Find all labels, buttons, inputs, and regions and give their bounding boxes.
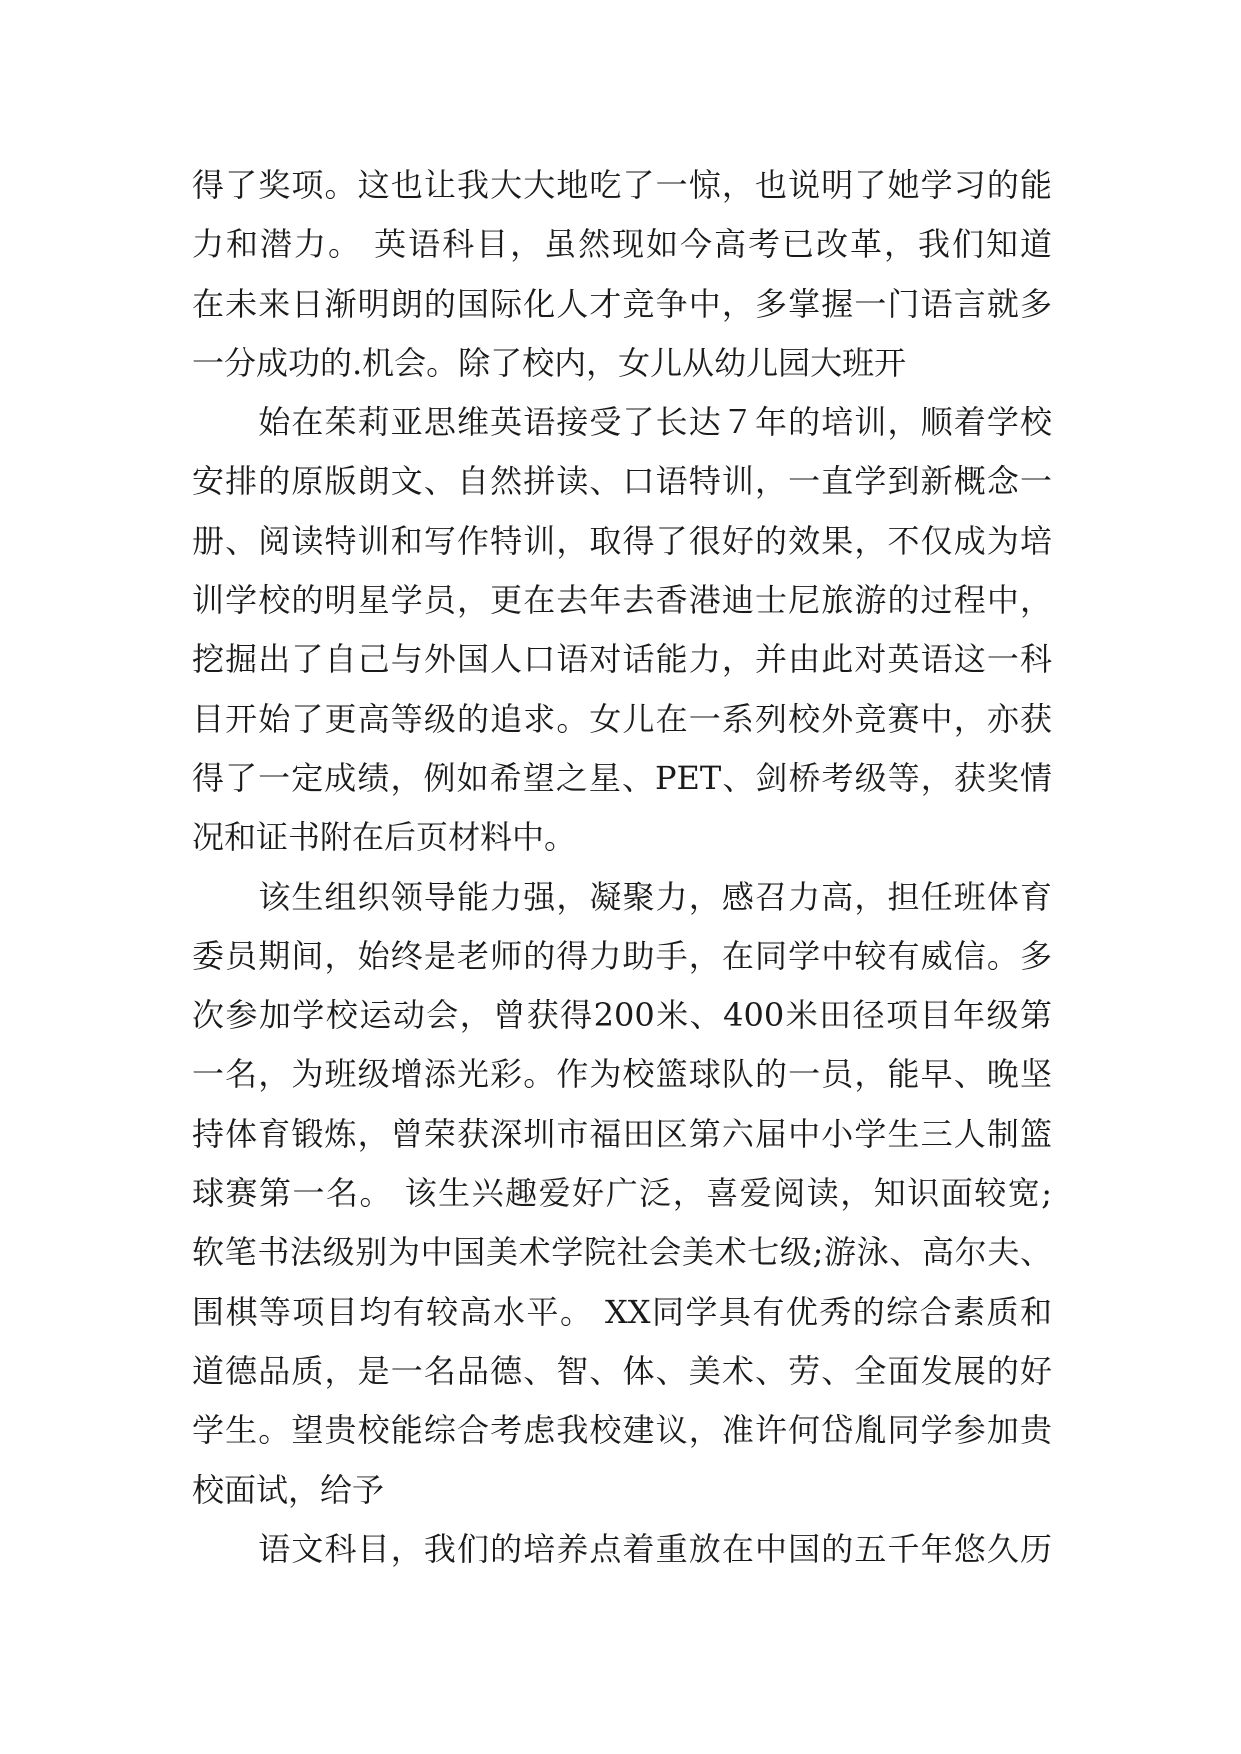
text-line: 目开始了更高等级的追求。女儿在一系列校外竞赛中，亦获	[192, 699, 1052, 738]
text-line: 次参加学校运动会，曾获得200米、400米田径项目年级第	[192, 996, 1052, 1035]
text-line: 球赛第一名。 该生兴趣爱好广泛，喜爱阅读，知识面较宽;	[192, 1174, 1052, 1213]
text-line: 得了奖项。这也让我大大地吃了一惊，也说明了她学习的能	[192, 166, 1052, 204]
text-line: 力和潜力。 英语科目，虽然现如今高考已改革，我们知道	[192, 225, 1052, 264]
text-line: 况和证书附在后页材料中。	[192, 818, 577, 857]
text-line: 持体育锻炼，曾荣获深圳市福田区第六届中小学生三人制篮	[192, 1114, 1052, 1153]
text-line: 训学校的明星学员，更在去年去香港迪士尼旅游的过程中，	[192, 581, 1052, 620]
text-line: 得了一定成绩，例如希望之星、PET、剑桥考级等，获奖情	[192, 758, 1052, 797]
text-line: 挖掘出了自己与外国人口语对话能力，并由此对英语这一科	[192, 640, 1052, 679]
text-line: 在未来日渐明朗的国际化人才竞争中，多掌握一门语言就多	[192, 284, 1052, 323]
text-line: 该生组织领导能力强，凝聚力，感召力高，担任班体育	[192, 877, 1052, 916]
text-line: 校面试，给予	[192, 1470, 385, 1509]
text-line: 册、阅读特训和写作特训，取得了很好的效果，不仅成为培	[192, 521, 1052, 560]
text-line: 委员期间，始终是老师的得力助手，在同学中较有威信。多	[192, 936, 1052, 975]
text-line: 软笔书法级别为中国美术学院社会美术七级;游泳、高尔夫、	[192, 1233, 1052, 1272]
text-line: 围棋等项目均有较高水平。 XX同学具有优秀的综合素质和	[192, 1292, 1052, 1331]
text-line: 一名，为班级增添光彩。作为校篮球队的一员，能早、晚坚	[192, 1055, 1052, 1094]
text-line: 一分成功的.机会。除了校内，女儿从幼儿园大班开	[192, 343, 907, 382]
text-line: 学生。望贵校能综合考虑我校建议，准许何岱胤同学参加贵	[192, 1411, 1052, 1450]
text-line: 道德品质，是一名品德、智、体、美术、劳、全面发展的好	[192, 1351, 1052, 1390]
document-body	[192, 156, 1052, 1579]
text-line: 始在茱莉亚思维英语接受了长达７年的培训，顺着学校	[192, 403, 1052, 442]
text-line: 安排的原版朗文、自然拼读、口语特训，一直学到新概念一	[192, 462, 1052, 501]
text-line: 语文科目，我们的培养点着重放在中国的五千年悠久历	[192, 1529, 1052, 1568]
